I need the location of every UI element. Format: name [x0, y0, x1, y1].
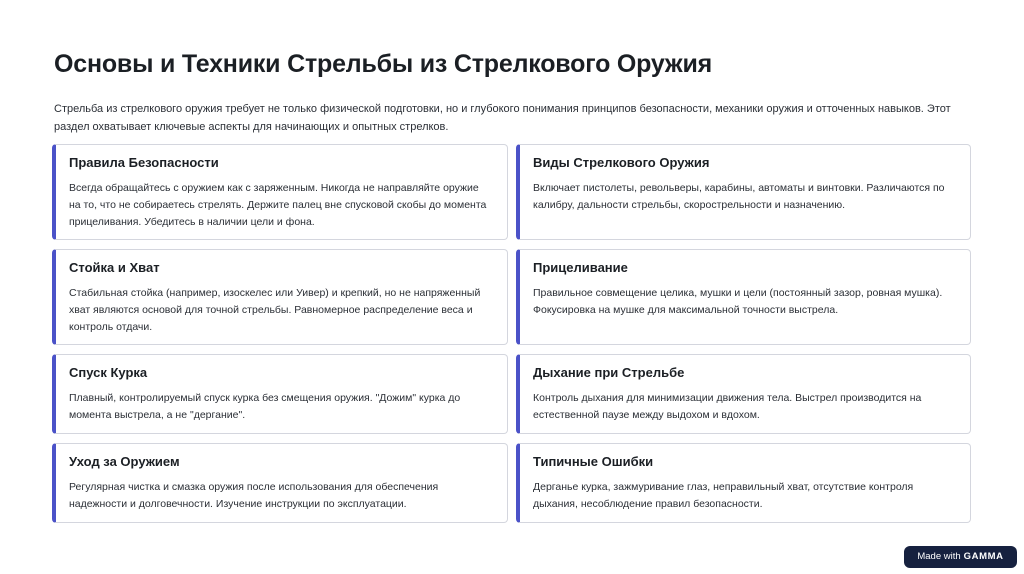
card-text: Стабильная стойка (например, изоскелес или Уивер) и крепкий, но не напряженный хват являются основой для точной стрельбы. Равномерное распределение веса и контроль отдачи. [69, 287, 481, 333]
card-title: Правила Безопасности [69, 155, 219, 170]
card-common-mistakes [516, 443, 971, 523]
card-stance-grip [52, 249, 508, 345]
card-title: Прицеливание [533, 260, 628, 275]
card-text: Регулярная чистка и смазка оружия после использования для обеспечения надежности и долговечности. Изучение инструкции по эксплуатации. [69, 481, 439, 510]
card-safety-rules [52, 144, 508, 240]
card-text: Контроль дыхания для минимизации движения тела. Выстрел производится на естественной паузе между выдохом и вдохом. [533, 392, 922, 421]
made-with-gamma-badge[interactable] [904, 546, 1017, 568]
card-weapon-types [516, 144, 971, 240]
intro-paragraph: Стрельба из стрелкового оружия требует не только физической подготовки, но и глубокого понимания принципов безопасности, механики оружия и отточенных навыков. Этот раздел охватывает ключевые аспекты для начинающих и опытных стрелков. [54, 103, 951, 133]
gamma-logo: GAMMA [963, 551, 1004, 562]
card-text: Включает пистолеты, револьверы, карабины, автоматы и винтовки. Различаются по калибру, дальности стрельбы, скорострельности и назначению. [533, 182, 945, 211]
card-title: Дыхание при Стрельбе [533, 365, 685, 380]
card-title: Спуск Курка [69, 365, 148, 380]
card-title: Типичные Ошибки [533, 454, 654, 469]
page-title: Основы и Техники Стрельбы из Стрелкового Оружия [54, 50, 712, 78]
card-text: Плавный, контролируемый спуск курка без смещения оружия. "Дожим" курка до момента выстрела, а не "дергание". [69, 392, 461, 421]
card-aiming [516, 249, 971, 345]
card-title: Стойка и Хват [69, 260, 160, 275]
card-trigger-pull [52, 354, 508, 434]
card-text: Всегда обращайтесь с оружием как с заряженным. Никогда не направляйте оружие на то, что не собираетесь стрелять. Держите палец вне спусковой скобы до момента прицеливания. Убедитесь в наличии цели и фона. [69, 182, 487, 228]
card-title: Уход за Оружием [69, 454, 180, 469]
card-text: Правильное совмещение целика, мушки и цели (постоянный зазор, ровная мушка). Фокусировка на мушке для максимальной точности выстрела. [533, 287, 943, 316]
card-text: Дерганье курка, зажмуривание глаз, неправильный хват, отсутствие контроля дыхания, несоблюдение правил безопасности. [533, 481, 914, 510]
card-title: Виды Стрелкового Оружия [533, 155, 710, 170]
badge-prefix: Made with [917, 551, 961, 562]
card-breathing [516, 354, 971, 434]
card-weapon-care [52, 443, 508, 523]
